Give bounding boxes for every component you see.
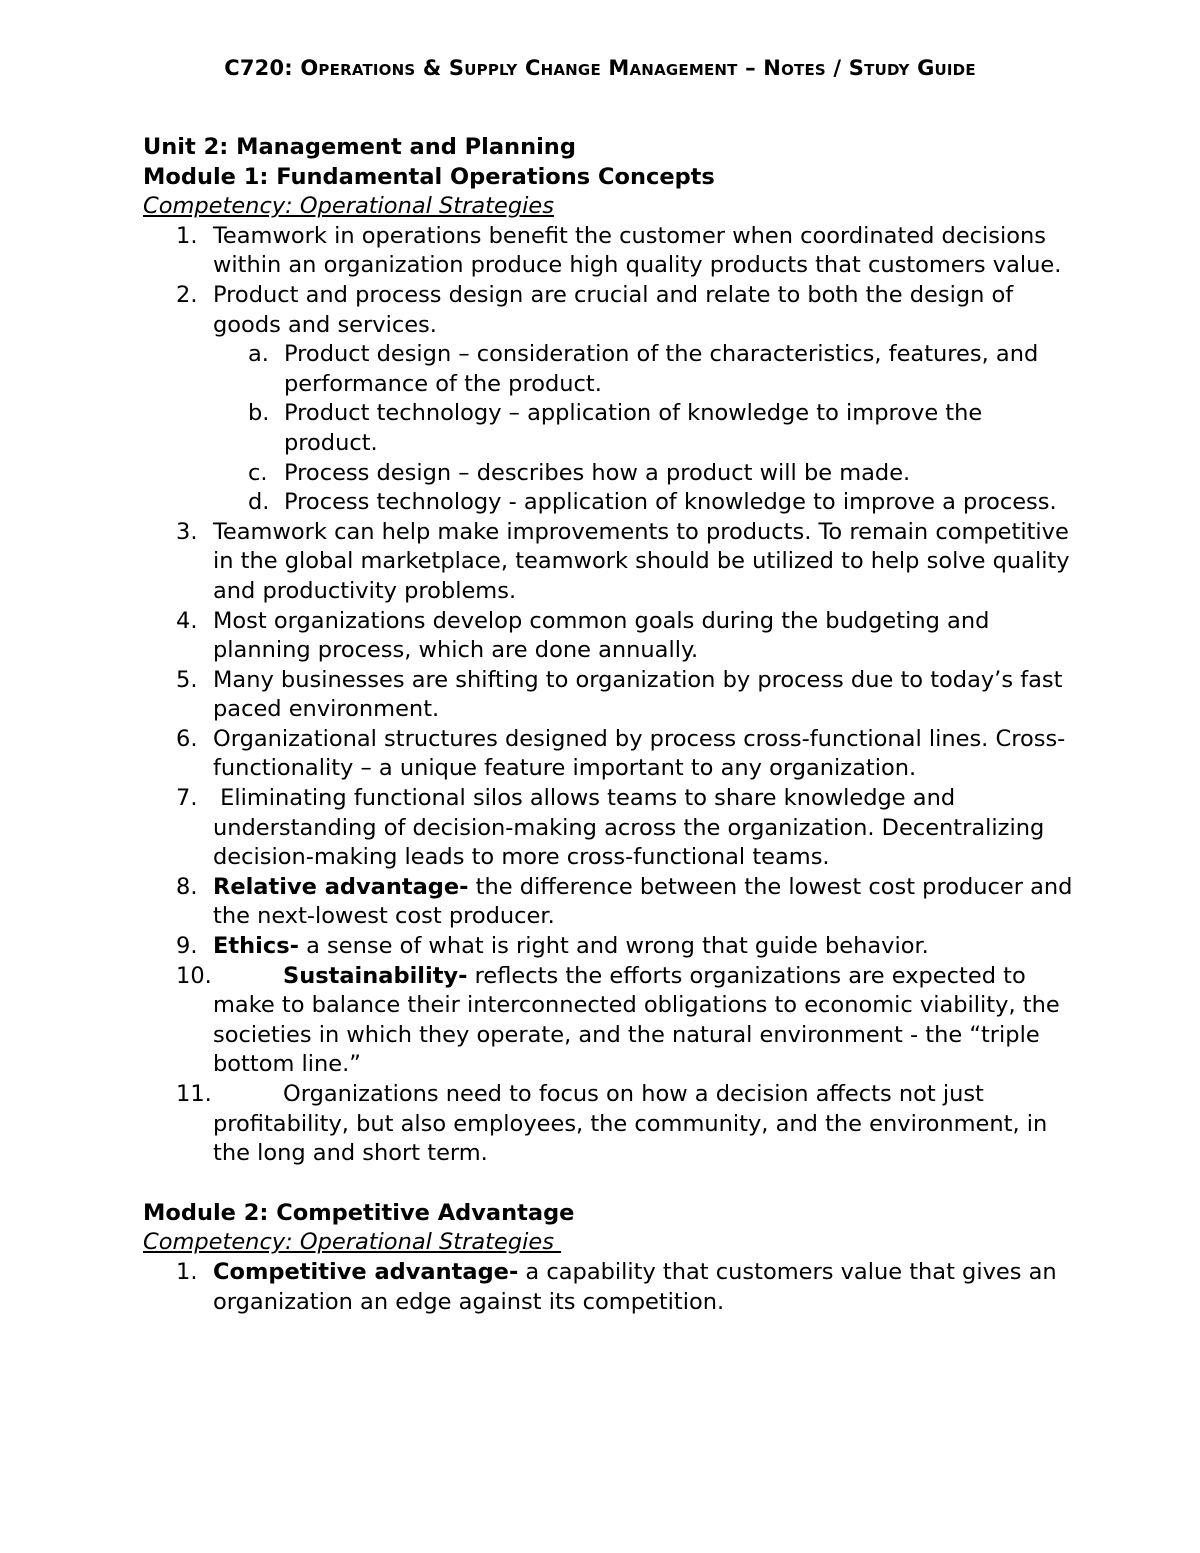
header-title: Operations & Supply Change Management – Notes / Study Guide <box>300 56 976 80</box>
list-item <box>143 962 1083 1080</box>
list-item-text: Teamwork in operations benefit the customer when coordinated decisions within an organization produce high quality products that customers value. <box>213 222 1062 279</box>
section-spacer <box>143 1169 1083 1199</box>
list-item <box>143 1080 1083 1169</box>
header-prefix: C720: <box>224 56 301 80</box>
list-item <box>143 873 1083 932</box>
list-item <box>143 666 1083 725</box>
list-item <box>143 932 1083 962</box>
list-item-text: Organizations need to focus on how a decision affects not just profitability, but also employees, the community, and the environment, in the long and short term. <box>213 1081 1048 1167</box>
list-item-term: Competitive advantage- <box>213 1258 519 1285</box>
list-item-number: 1. <box>176 222 198 249</box>
sublist-item <box>213 488 1083 518</box>
list-item <box>143 518 1083 607</box>
page-header <box>0 56 1200 80</box>
list-item <box>143 281 1083 518</box>
list-item-text: Teamwork can help make improvements to products. To remain competitive in the global marketplace, teamwork should be utilized to help solve quality and productivity problems. <box>213 518 1070 604</box>
sublist-item-text: Process technology - application of knowledge to improve a process. <box>284 489 1057 516</box>
list-item-text: reflects the efforts organizations are expected to make to balance their interconnected obligations to economic viability, the societies in which they operate, and the natural environment - the “triple bottom line.” <box>213 962 1060 1078</box>
sublist-item <box>213 459 1083 489</box>
list-item-text: the difference between the lowest cost producer and the next-lowest cost producer. <box>213 873 1073 930</box>
list-item-term: Sustainability- <box>283 962 468 989</box>
module-1-sublist <box>213 340 1083 518</box>
module-1-competency: Competency: Operational Strategies <box>143 193 554 220</box>
unit-title: Unit 2: Management and Planning <box>143 134 576 160</box>
document-body <box>143 133 1083 1317</box>
list-item <box>143 1258 1083 1317</box>
sublist-item <box>213 340 1083 399</box>
sublist-item-text: Product design – consideration of the characteristics, features, and performance of the product. <box>284 341 1039 397</box>
list-item-text: Eliminating functional silos allows teams to share knowledge and understanding of decision-making across the organization. Decentralizing decision-making leads to more cross-functional teams. <box>213 785 1052 871</box>
list-item <box>143 607 1083 666</box>
module-2-competency: Competency: Operational Strategies <box>143 1229 562 1256</box>
list-item-number: 9. <box>176 933 198 960</box>
module-1-list <box>143 222 1083 1169</box>
module-1-title: Module 1: Fundamental Operations Concepts <box>143 163 715 190</box>
list-item-term: Ethics- <box>213 933 299 960</box>
list-item-text: a sense of what is right and wrong that guide behavior. <box>298 933 929 960</box>
sublist-item-text: Product technology – application of knowledge to improve the product. <box>284 400 983 456</box>
list-item-number: 11. <box>176 1081 212 1107</box>
list-item-term: Relative advantage- <box>213 873 469 900</box>
sublist-item-letter: b. <box>248 400 270 427</box>
list-item-text: Organizational structures designed by process cross-functional lines. Cross-functionality – a unique feature important to any organization. <box>213 725 1066 782</box>
list-item <box>143 222 1083 281</box>
sublist-item-text: Process design – describes how a product will be made. <box>284 459 911 486</box>
sublist-item-letter: d. <box>248 489 270 516</box>
list-item-number: 4. <box>176 607 198 634</box>
list-item-text: Most organizations develop common goals during the budgeting and planning process, which are done annually. <box>213 607 990 664</box>
module-2-list <box>143 1258 1083 1317</box>
sublist-item-letter: a. <box>248 341 269 368</box>
module-2-title: Module 2: Competitive Advantage <box>143 1199 575 1226</box>
list-item <box>143 784 1083 873</box>
list-item-number: 8. <box>176 873 198 900</box>
list-item-number: 5. <box>176 666 198 693</box>
list-item-number: 2. <box>176 281 198 308</box>
list-item-number: 1. <box>176 1258 198 1285</box>
sublist-item <box>213 399 1083 458</box>
list-item-text: Product and process design are crucial and relate to both the design of goods and services. <box>213 281 1014 338</box>
list-item-number: 3. <box>176 518 198 545</box>
sublist-item-letter: c. <box>248 459 268 486</box>
list-item <box>143 725 1083 784</box>
list-item-number: 7. <box>176 785 198 812</box>
list-item-text: a capability that customers value that gives an organization an edge against its competition. <box>213 1258 1057 1315</box>
list-item-number: 6. <box>176 725 198 752</box>
list-item-text: Many businesses are shifting to organization by process due to today’s fast paced environment. <box>213 666 1063 723</box>
list-item-number: 10. <box>176 962 212 989</box>
